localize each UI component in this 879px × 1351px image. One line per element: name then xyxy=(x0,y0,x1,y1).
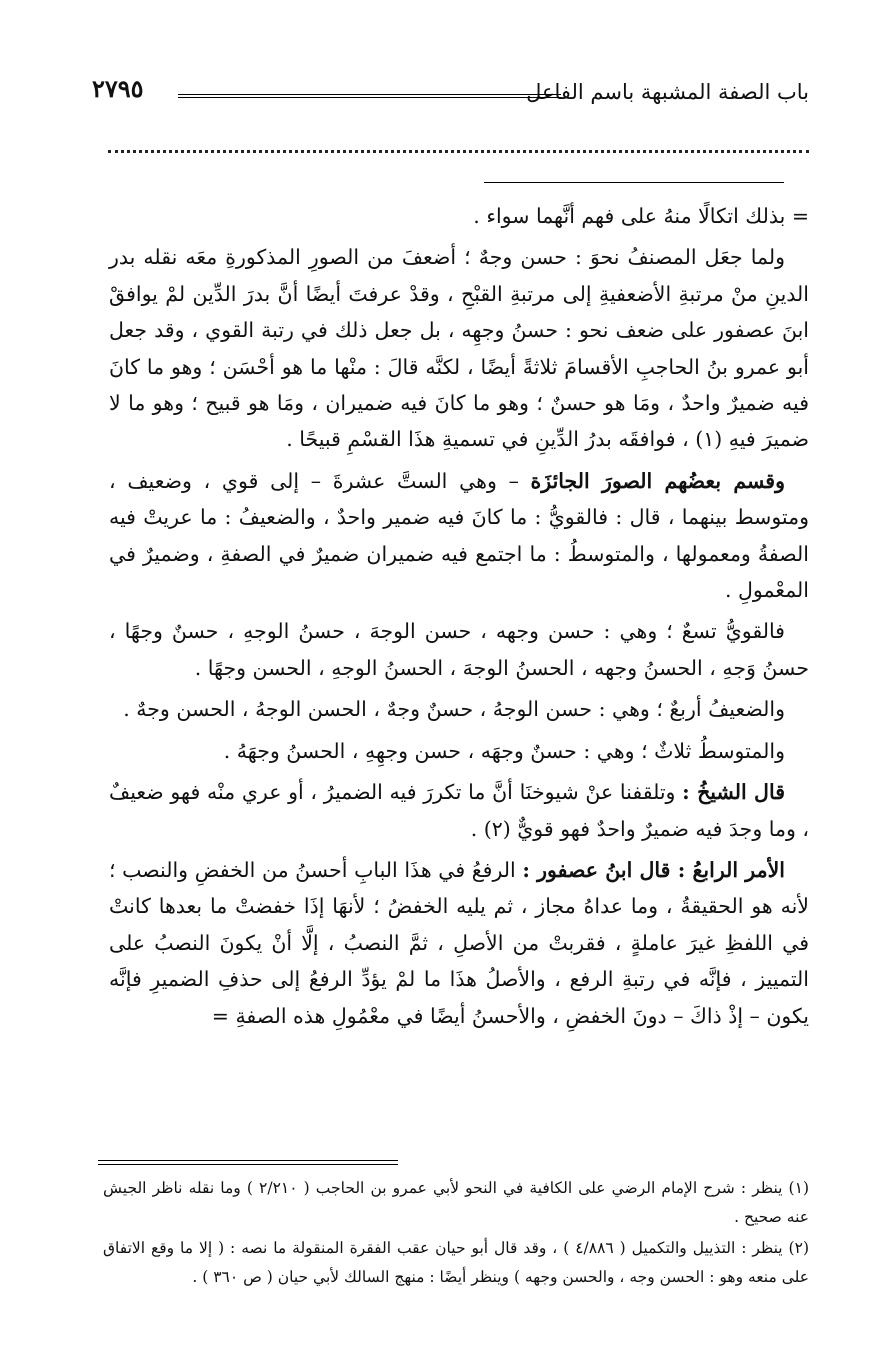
paragraph-lead: الأمر الرابعُ : قال ابنُ عصفور : xyxy=(522,857,785,882)
paragraph: فالقويُّ تسعٌ ؛ وهي : حسن وجهه ، حسن الوجهَ ، حسنُ الوجهِ ، حسنٌ وجهًا ، حسنُ وَجهِ ، الحسنُ وجهه ، الحسنُ الوجهَ ، الحسنُ الوجهِ ، الحسن وجهًا . xyxy=(109,619,809,680)
paragraph xyxy=(109,852,809,1034)
paragraph-lead: قال الشيخُ : xyxy=(682,780,785,805)
paragraph-text: بذلك اتكالًا منهُ على فهم أنَّهما سواء . xyxy=(473,204,786,228)
footnote-2: (٢) ينظر : التذييل والتكميل ( ٤/٨٨٦ ) ، وقد قال أبو حيان عقب الفقرة المنقولة ما نصه : ( إلا ما وقع الاتفاق على منعه وهو : الحسن وجه ، والحسن وجهه ) وينظر أيضًا : منهج السالك لأبي حيان ( ص ٣٦٠ ) . xyxy=(103,1239,809,1286)
continuation-mark: = xyxy=(211,1003,229,1028)
dotted-separator xyxy=(108,150,809,153)
paragraph-text: الرفعُ في هذَا البابِ أحسنُ من الخفضِ والنصب ؛ لأنه هو الحقيقةُ ، وما عداهُ مجاز ، ثم يليه الخفضُ ؛ لأنهَا إذَا خفضتْ ما بعدها كانتْ في اللفظِ غيرَ عاملةٍ ، فقربتْ من الأصلِ ، ثمَّ النصبُ ، إلَّا أنْ يكونَ النصبُ على التمييز ، فإنَّه في رتبةِ الرفع ، والأصلُ هذَا ما لمْ يؤدِّ الرفعُ إلى حذفِ الضميرِ فإنَّه يكون – إذْ ذاكَ – دونَ الخفضِ ، والأحسنُ أيضًا في معْمُولِ هذه الصفةِ xyxy=(109,857,809,1028)
continuation-rule xyxy=(484,182,784,183)
paragraph-lead: وقسم بعضُهم الصورَ الجائزَة xyxy=(530,468,785,493)
footnote-rule xyxy=(98,1164,398,1165)
main-text xyxy=(109,198,809,1039)
footnote-rule xyxy=(98,1160,398,1161)
header-rule xyxy=(178,94,561,98)
paragraph-continuation xyxy=(109,198,809,234)
paragraph-text: – وهي الستَّ عشرةَ – إلى قوي ، وضعيف ، ومتوسط بينهما ، قال : فالقويُّ : ما كانَ فيه ضمير واحدٌ ، والضعيفُ : ما عريتْ فيه الصفةُ ومعمولها ، والمتوسطُ : ما اجتمع فيه ضميران ضميرٌ في الصفةِ ، وضميرٌ في المعْمولِ . xyxy=(109,468,809,603)
page-number: ٢٧٩٥ xyxy=(92,74,144,103)
continuation-mark: = xyxy=(791,204,809,228)
paragraph-text: وتلقفنا عنْ شيوخنَا أنَّ ما تكررَ فيه الضميرُ ، أو عري منْه فهو ضعيفٌ ، وما وجدَ فيه ضميرٌ واحدٌ فهو قويٌّ (٢) . xyxy=(109,780,809,841)
paragraph: والضعيفُ أربعٌ ؛ وهي : حسن الوجهُ ، حسنٌ وجهٌ ، الحسن الوجهُ ، الحسن وجهٌ . xyxy=(123,697,785,722)
paragraph xyxy=(109,774,809,847)
paragraph: ولما جعَل المصنفُ نحوَ : حسن وجهٌ ؛ أضعفَ من الصورِ المذكورةِ معَه نقله بدر الدينِ منْ مرتبةِ الأضعفيةِ إلى مرتبةِ القبْحِ ، وقدْ عرفتَ أيضًا أنَّ بدرَ الدِّين لمْ يوافقْ ابنَ عصفور على ضعف نحو : حسنُ وجهِه ، بل جعل ذلك في رتبة القوي ، وقد جعل أبو عمرو بنُ الحاجبِ الأقسامَ ثلاثةً أيضًا ، لكنَّه قالَ : منْها ما هو أحْسَن ؛ وهو ما كانَ فيه ضميرٌ واحدٌ ، ومَا هو حسنٌ ؛ وهو ما كانَ فيه ضميران ، ومَا هو قبيح ؛ وهو ما لا ضميرَ فيهِ (١) ، فوافقَه بدرُ الدِّينِ في تسميةِ هذَا القسْمِ قبيحًا . xyxy=(109,245,809,452)
footnote-1: (١) ينظر : شرح الإمام الرضي على الكافية في النحو لأبي عمرو بن الحاجب ( ٢/٢١٠ ) وما نقله ناظر الجيش عنه صحيح . xyxy=(103,1179,809,1226)
running-header-title: باب الصفة المشبهة باسم الفاعل xyxy=(526,80,809,104)
footnotes xyxy=(103,1174,809,1294)
paragraph: والمتوسطُ ثلاثٌ ؛ وهي : حسنٌ وجهَه ، حسن وجهِهِ ، الحسنُ وجهَهُ . xyxy=(223,738,785,763)
paragraph xyxy=(109,463,809,609)
